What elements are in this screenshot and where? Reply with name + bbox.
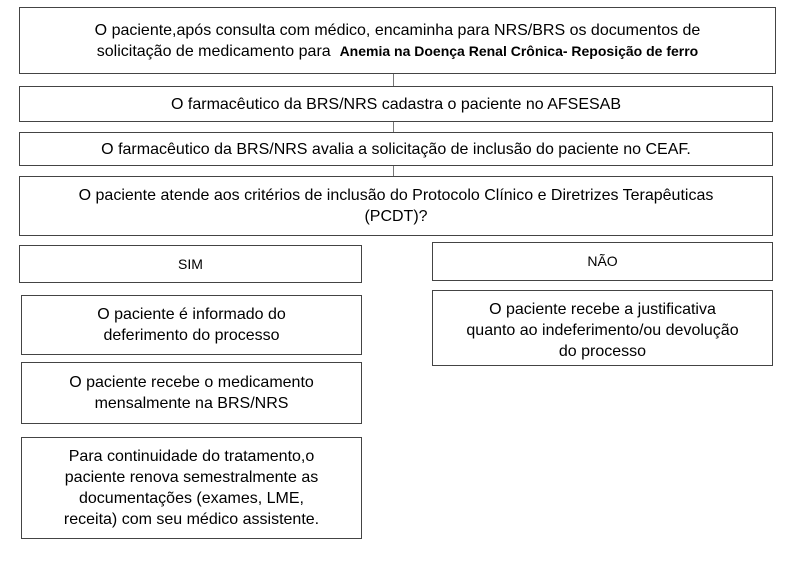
step-evaluate-text: O farmacêutico da BRS/NRS avalia a solicitação de inclusão do paciente no CEAF. [101,140,691,158]
no-step-line1: O paciente recebe a justificativa [489,301,716,318]
yes-step-informed-line2: deferimento do processo [103,327,280,344]
yes-step-renewal-line4: receita) com seu médico assistente. [63,511,320,528]
step-request-line1: O paciente,após consulta com médico, encaminha para NRS/BRS os documentos de [94,21,701,39]
connector-2-3 [393,122,394,132]
yes-step-informed [21,295,362,355]
step-register-text: O farmacêutico da BRS/NRS cadastra o paciente no AFSESAB [171,95,621,113]
step-request-line2-prefix: solicitação de medicamento para [96,42,331,60]
step-register-patient [19,86,773,122]
no-step-justification [432,290,773,366]
yes-step-receives-line2: mensalmente na BRS/NRS [94,395,289,412]
condition-name: Anemia na Doença Renal Crônica- Reposição de ferro [339,42,699,59]
yes-step-renewal-line2: paciente renova semestralmente as [64,469,319,486]
yes-step-renewal-line3: documentações (exames, LME, [79,490,304,507]
decision-line2: (PCDT)? [364,208,428,225]
decision-criteria [19,176,773,236]
no-step-line2: quanto ao indeferimento/ou devolução [466,322,739,339]
yes-step-receives-line1: O paciente recebe o medicamento [69,374,314,391]
decision-line1: O paciente atende aos critérios de inclusão do Protocolo Clínico e Diretrizes Terapêuticas [78,187,714,204]
no-label-box [432,242,773,281]
step-request-documents [19,7,776,74]
yes-step-informed-line1: O paciente é informado do [97,306,286,323]
connector-3-4 [393,166,394,176]
step-request-line2 [97,41,698,62]
yes-step-receives-medication [21,362,362,424]
no-step-line3: do processo [558,343,647,360]
yes-step-renewal-line1: Para continuidade do tratamento,o [68,448,315,465]
connector-1-2 [393,74,394,86]
step-evaluate-request [19,132,773,166]
yes-label-box [19,245,362,283]
yes-step-renewal [21,437,362,539]
no-label: NÃO [587,253,618,269]
yes-label: SIM [178,255,203,272]
